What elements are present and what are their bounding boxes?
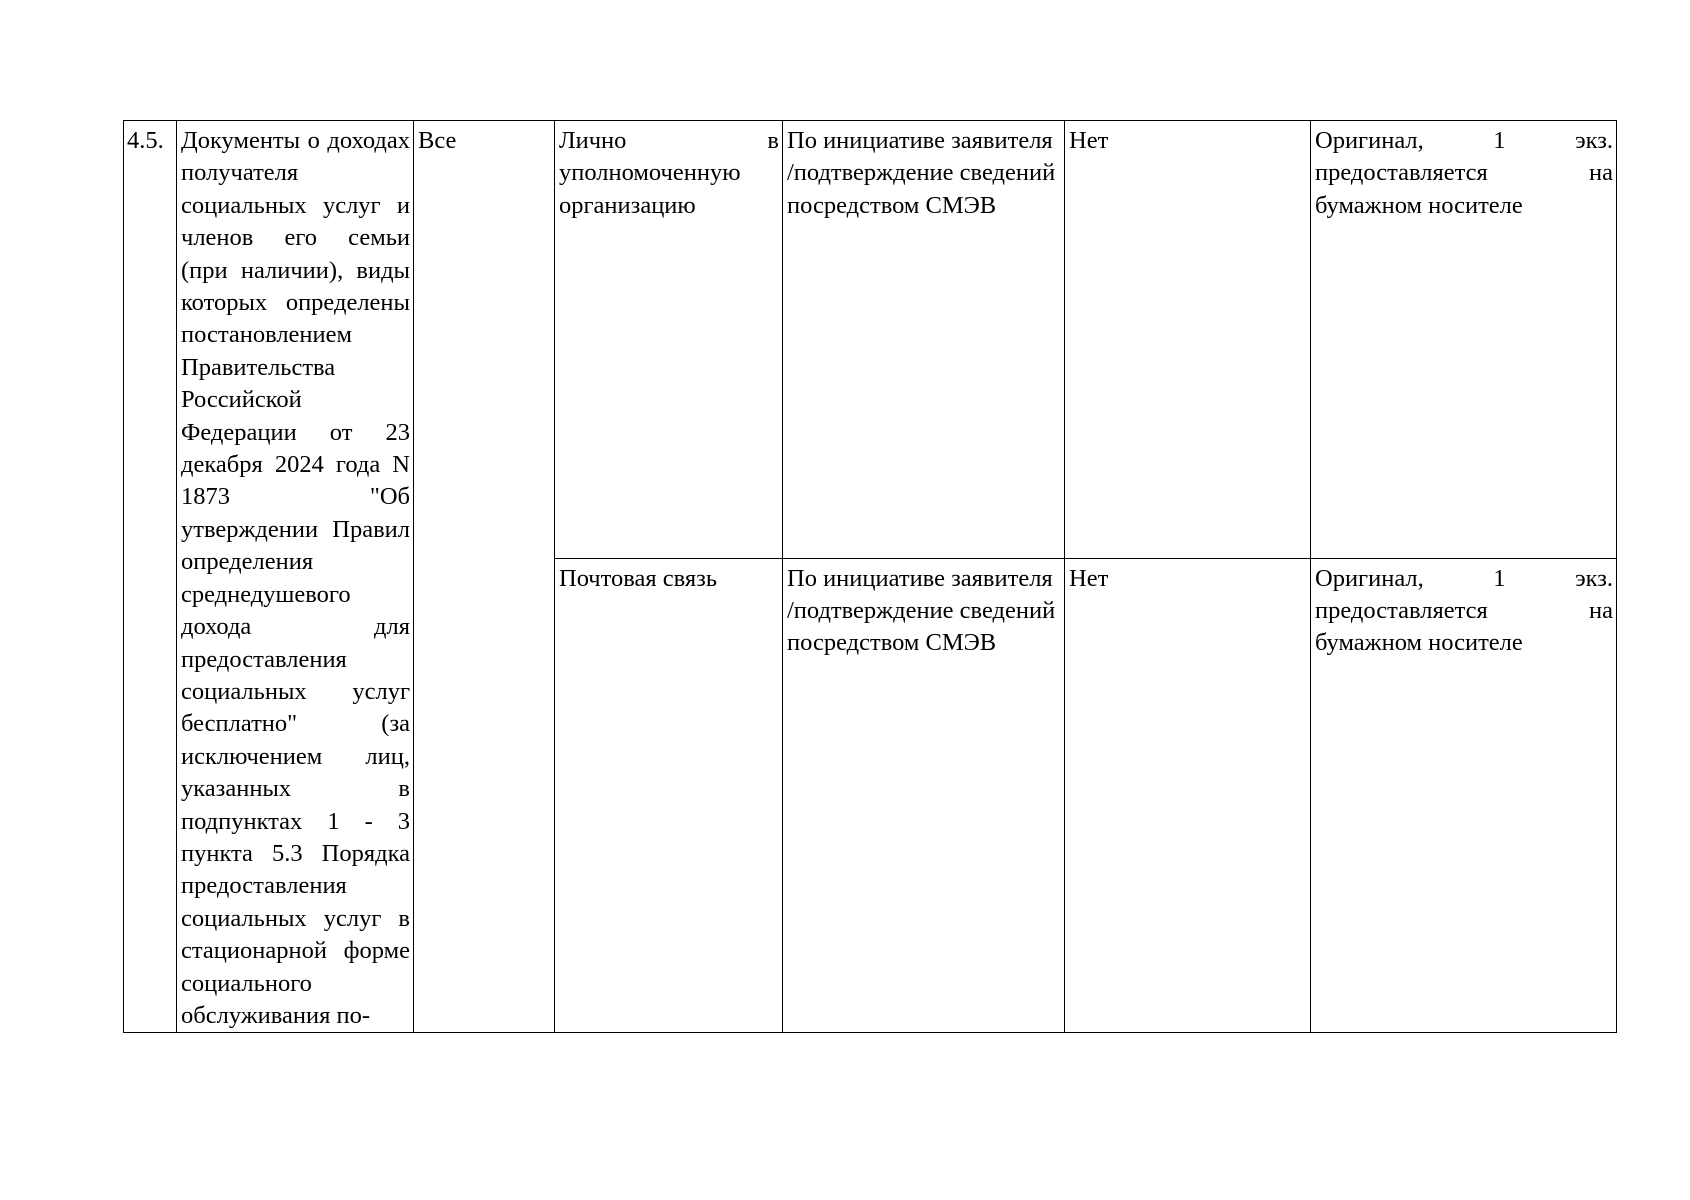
row-number: 4.5. [127,127,164,154]
submission-method: Почтовая связь [559,564,718,592]
submission-initiative: По инициативе заявителя /подтверждение сведений посредством СМЭВ [787,564,1056,657]
document-form: Оригинал, 1 экз. предоставляется на бумажном носителе [1315,564,1613,657]
requirement-cell [1065,558,1311,1033]
submission-method: Лично в уполномоченную организацию [559,127,779,219]
submission-method-cell [555,558,783,1033]
applicant-category: Все [418,127,457,154]
submission-method-cell [555,121,783,559]
document-form-cell [1311,558,1617,1033]
document-form: Оригинал, 1 экз. предоставляется на бумажном носителе [1315,127,1613,219]
submission-initiative: По инициативе заявителя /подтверждение сведений посредством СМЭВ [787,127,1056,219]
requirement-cell [1065,121,1311,559]
submission-initiative-cell [783,121,1065,559]
applicant-category-cell [414,121,555,1033]
requirement-value: Нет [1069,564,1109,592]
document-table [123,120,1617,1033]
document-description-cell [177,121,414,1033]
row-number-cell [124,121,177,1033]
document-description: Документы о доходах получателя социальных услуг и членов его семьи (при наличии), виды которых определены постановлением Правительства Российской Федерации от 23 декабря 2024 года N 1873 "Об утверждении Правил определения среднедушевого дохода для предоставления социальных услуг бесплатно" (за исключением лиц, указанных в подпунктах 1 - 3 пункта 5.3 Порядка предоставления социальных услуг в стационарной форме социального обслуживания по- [181,127,410,1029]
requirement-value: Нет [1069,127,1109,154]
submission-initiative-cell [783,558,1065,1033]
document-form-cell [1311,121,1617,559]
table-row [124,121,1617,559]
